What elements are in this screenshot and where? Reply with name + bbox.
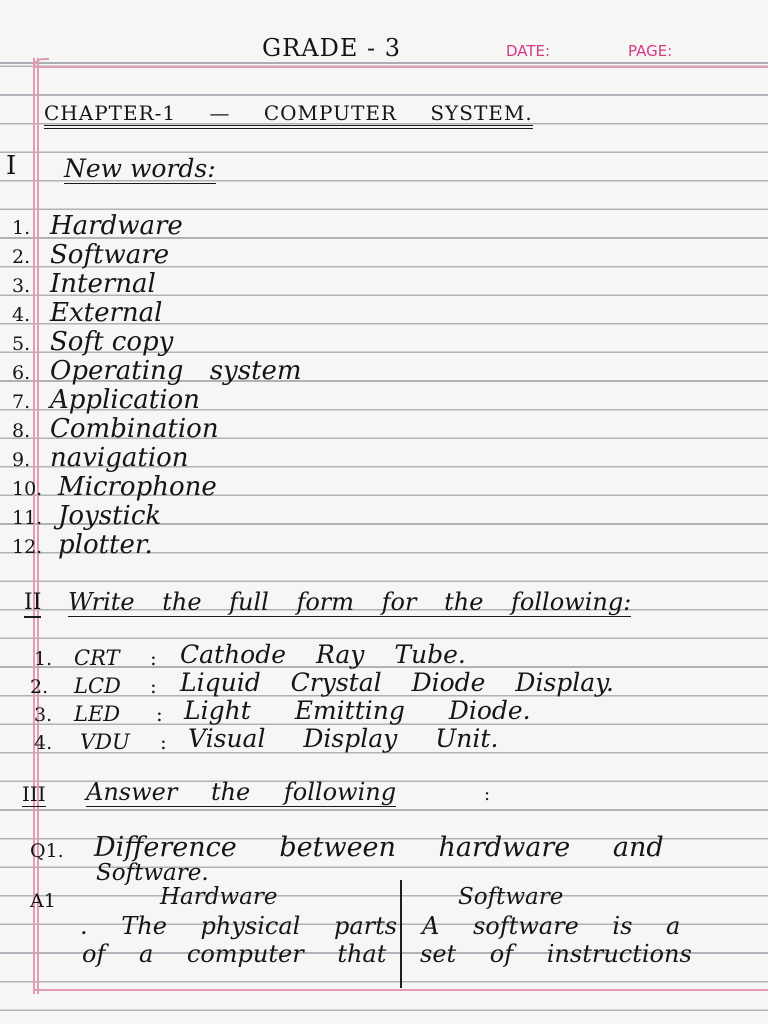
- list-number: 9.: [12, 449, 31, 471]
- abbreviation: VDU: [80, 730, 130, 754]
- question-label: Q1.: [30, 840, 64, 862]
- list-item: Internal: [50, 269, 156, 299]
- list-number: 10.: [12, 478, 43, 500]
- separator: :: [156, 702, 163, 726]
- answer-label: A1: [30, 890, 56, 912]
- list-number: 3.: [12, 275, 31, 297]
- list-number: 1.: [12, 217, 31, 239]
- list-item: Software: [50, 240, 170, 270]
- column-divider: [400, 880, 402, 988]
- full-form: Cathode Ray Tube.: [180, 640, 466, 669]
- section-numeral: I: [6, 151, 17, 181]
- page-title: GRADE - 3: [262, 34, 401, 62]
- list-item: Joystick: [58, 501, 162, 531]
- section-heading: Write the full form for the following:: [68, 588, 632, 616]
- abbreviation: CRT: [74, 646, 120, 670]
- list-number: 4.: [12, 304, 31, 326]
- abbreviation: LCD: [74, 674, 121, 698]
- software-text: A software is a: [422, 912, 681, 940]
- list-item: Operating system: [50, 356, 302, 386]
- list-item: External: [50, 298, 163, 328]
- section-numeral: III: [22, 782, 46, 806]
- column-heading-software: Software: [458, 884, 564, 910]
- date-label: DATE:: [506, 42, 551, 60]
- list-number: 12.: [12, 536, 43, 558]
- list-number: 7.: [12, 391, 31, 413]
- list-number: 5.: [12, 333, 31, 355]
- abbreviation: LED: [74, 702, 121, 726]
- header-rule: [0, 62, 768, 64]
- list-item: Hardware: [50, 211, 183, 241]
- heading-colon: :: [484, 784, 491, 805]
- full-form: Light Emitting Diode.: [184, 696, 531, 725]
- full-form: Visual Display Unit.: [188, 724, 499, 753]
- page-label: PAGE:: [628, 42, 673, 60]
- list-item: Combination: [50, 414, 219, 444]
- section-heading: New words:: [64, 154, 216, 183]
- list-number: 6.: [12, 362, 31, 384]
- list-number: 8.: [12, 420, 31, 442]
- list-number: 4.: [34, 732, 53, 754]
- separator: :: [160, 730, 167, 754]
- section-heading: Answer the following: [86, 778, 397, 806]
- list-item: navigation: [50, 443, 189, 473]
- full-form: Liquid Crystal Diode Display.: [180, 668, 614, 697]
- separator: :: [150, 646, 157, 670]
- list-item: Soft copy: [50, 327, 174, 357]
- section-numeral: II: [24, 592, 41, 618]
- question-text: Difference between hardware and: [94, 832, 664, 863]
- top-pink-rule: [35, 66, 768, 68]
- question-text-continued: Software.: [96, 860, 209, 886]
- list-item: plotter.: [58, 530, 153, 560]
- list-number: 2.: [30, 676, 49, 698]
- software-text: set of instructions: [420, 940, 692, 968]
- bottom-pink-rule: [35, 989, 768, 991]
- separator: :: [150, 674, 157, 698]
- list-number: 1.: [34, 648, 53, 670]
- list-item: Microphone: [58, 472, 217, 502]
- list-number: 11.: [12, 507, 43, 529]
- list-number: 2.: [12, 246, 31, 268]
- hardware-text: of a computer that: [82, 940, 387, 968]
- list-number: 3.: [34, 704, 53, 726]
- list-item: Application: [50, 385, 200, 415]
- column-heading-hardware: Hardware: [160, 884, 278, 910]
- chapter-title: CHAPTER-1 — COMPUTER SYSTEM.: [44, 103, 533, 129]
- hardware-text: . The physical parts: [80, 912, 398, 940]
